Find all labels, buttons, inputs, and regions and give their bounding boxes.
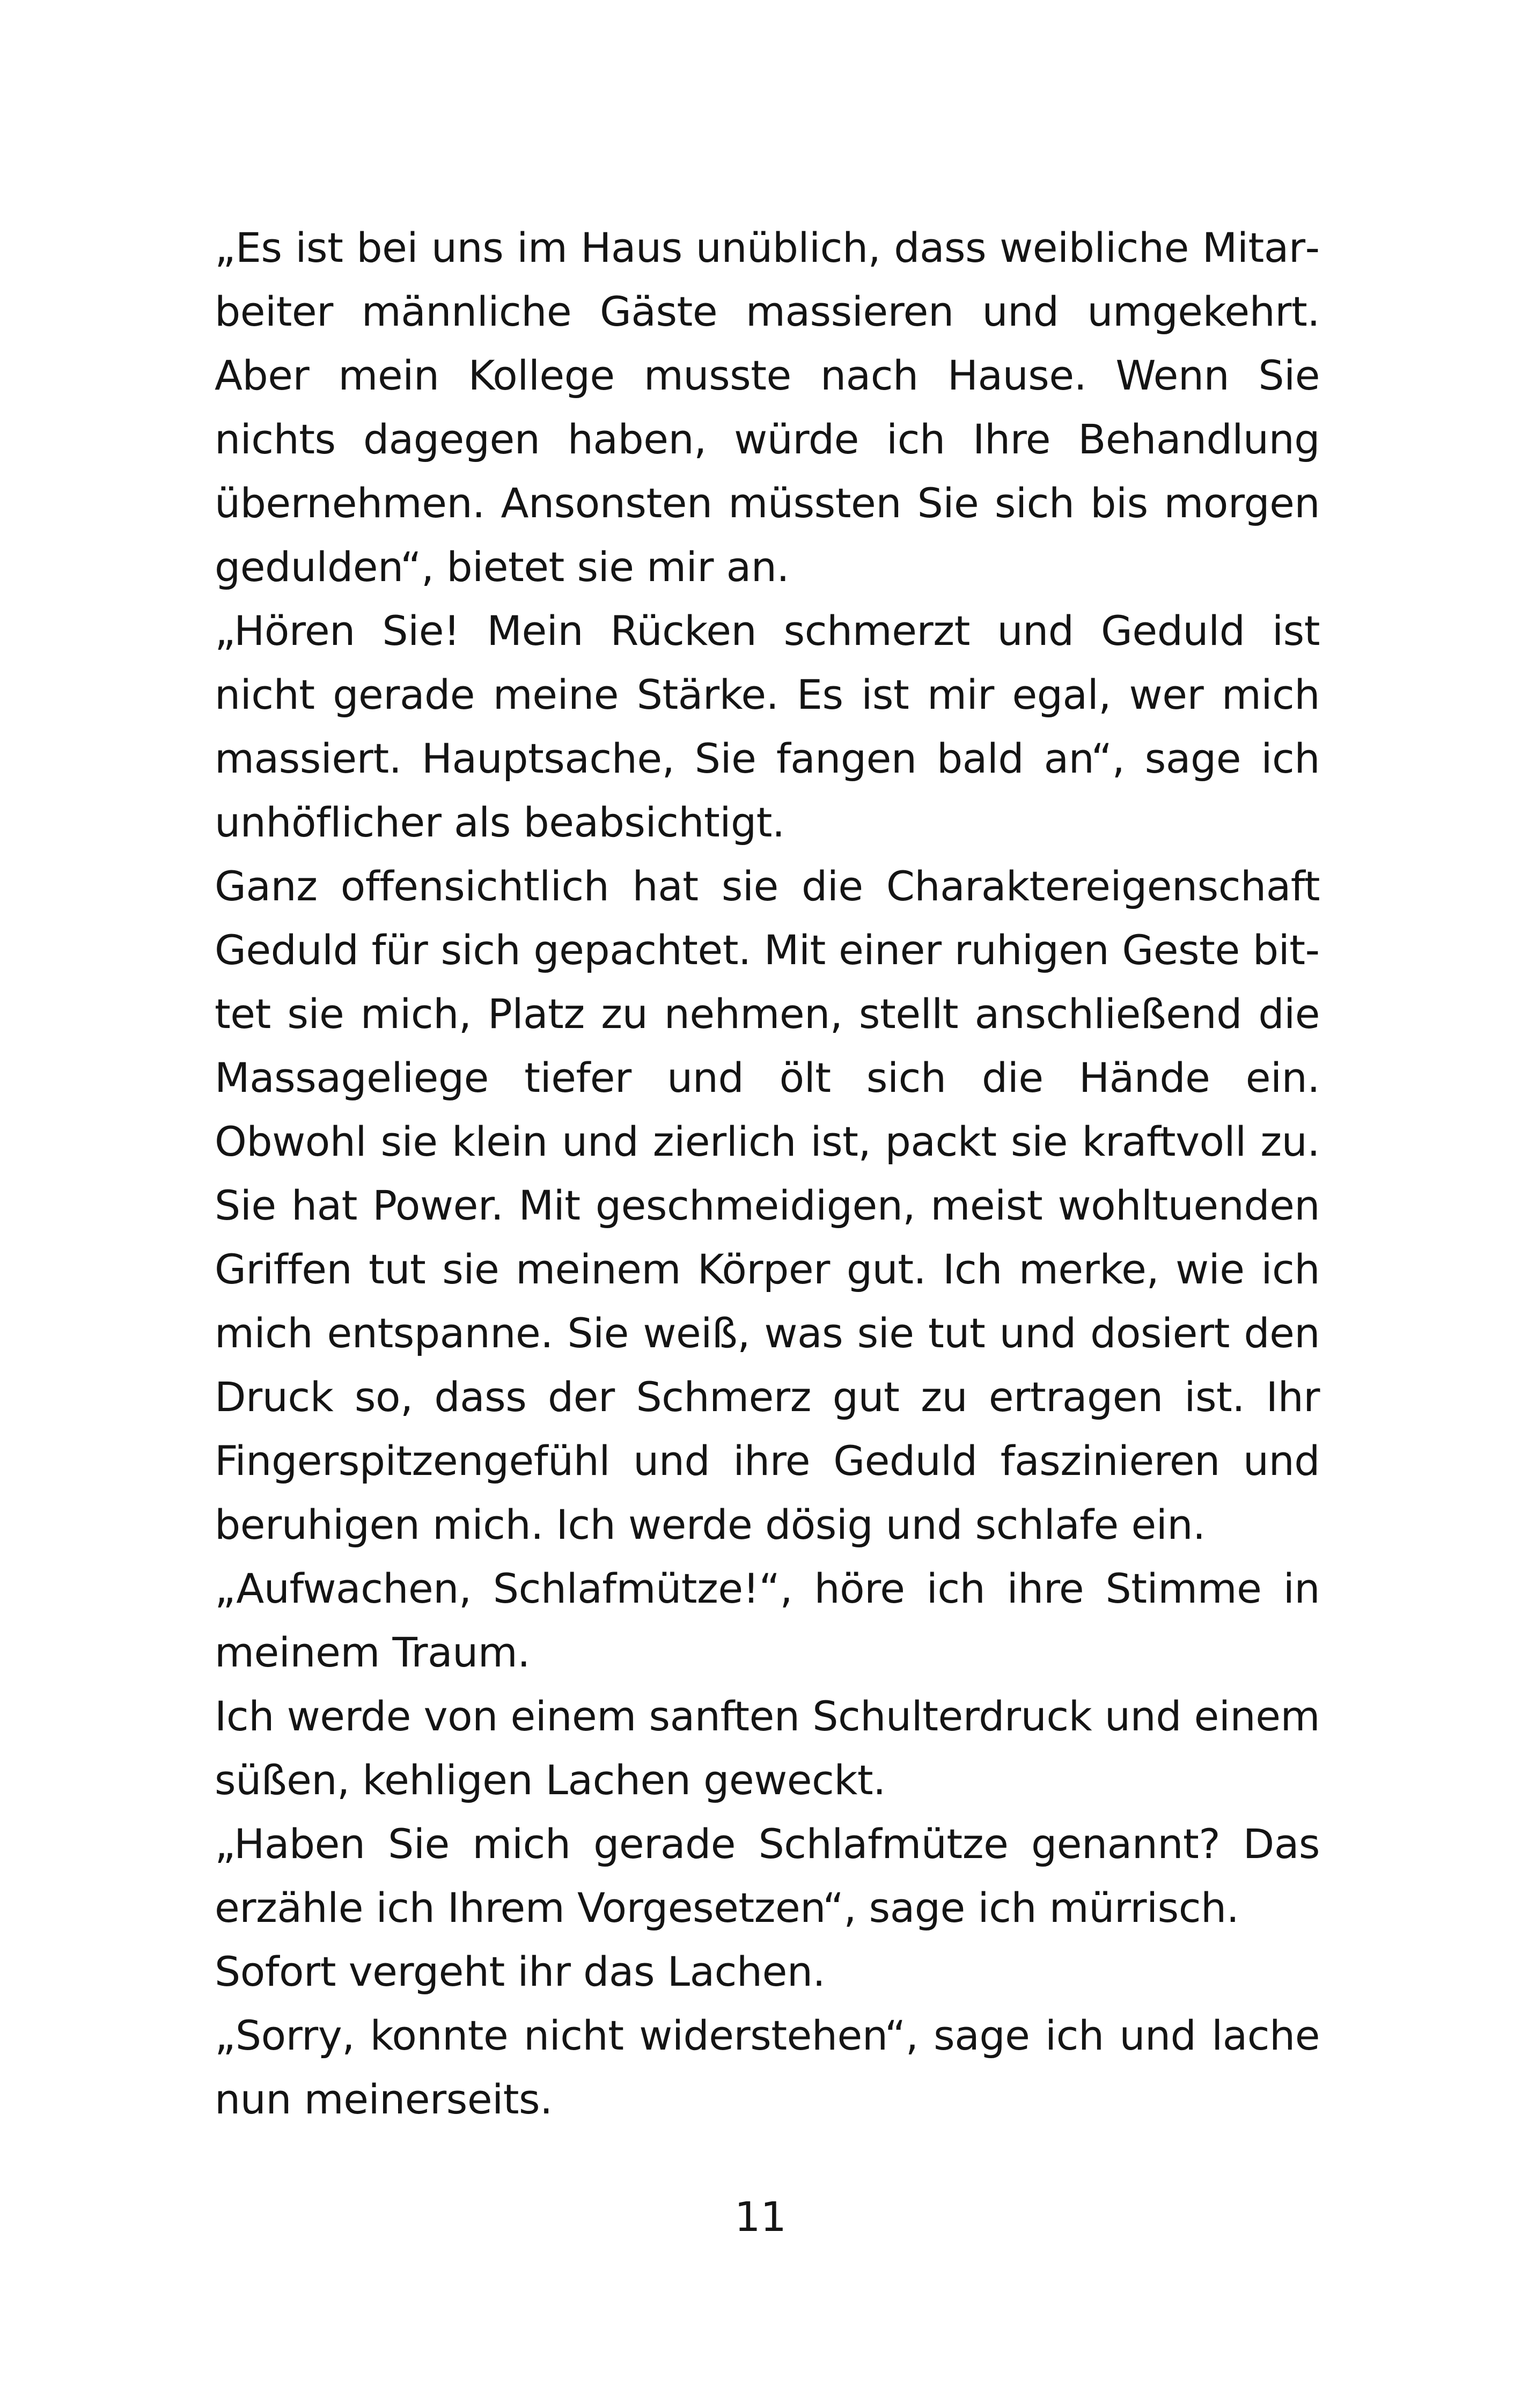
paragraph: Ich werde von einem sanften Schulterdruck und einem süßen, kehligen Lachen geweckt.	[215, 1692, 1320, 1804]
paragraph: Sofort vergeht ihr das Lachen.	[215, 1948, 826, 1995]
paragraph: „Sorry, konnte nicht widerstehen“, sage ich und lache nun meinerseits.	[215, 2011, 1320, 2123]
paragraph: „Hören Sie! Mein Rücken schmerzt und Geduld ist nicht gerade meine Stärke. Es ist mir egal, wer mich massiert. Hauptsache, Sie fangen bald an“, sage ich unhöflicher als beabsichtigt.	[215, 607, 1320, 846]
paragraph: „Aufwachen, Schlafmütze!“, höre ich ihre Stimme in meinem Traum.	[215, 1565, 1320, 1676]
body-text	[215, 216, 1320, 2131]
paragraph: „Es ist bei uns im Haus unüblich, dass weibliche Mitarbeiter männliche Gäste massieren und umgekehrt. Aber mein Kollege musste nach Hause. Wenn Sie nichts dagegen haben, würde ich Ihre Behandlung übernehmen. Ansonsten müssten Sie sich bis morgen gedulden“, bietet sie mir an.	[215, 224, 1320, 591]
page-number: 11	[734, 2193, 787, 2241]
paragraph: Ganz offensichtlich hat sie die Charaktereigenschaft Geduld für sich gepachtet. Mit einer ruhigen Geste bittet sie mich, Platz zu nehmen, stellt anschließend die Massageliege tiefer und ölt sich die Hände ein. Obwohl sie klein und zierlich ist, packt sie kraftvoll zu. Sie hat Power. Mit geschmeidigen, meist wohltuenden Griffen tut sie meinem Körper gut. Ich merke, wie ich mich entspanne. Sie weiß, was sie tut und dosiert den Druck so, dass der Schmerz gut zu ertragen ist. Ihr Fingerspitzengefühl und ihre Geduld faszinieren und beruhigen mich. Ich werde dösig und schlafe ein.	[215, 862, 1320, 1548]
paragraph: „Haben Sie mich gerade Schlafmütze genannt? Das erzähle ich Ihrem Vorgesetzen“, sage ich mürrisch.	[215, 1820, 1320, 1932]
